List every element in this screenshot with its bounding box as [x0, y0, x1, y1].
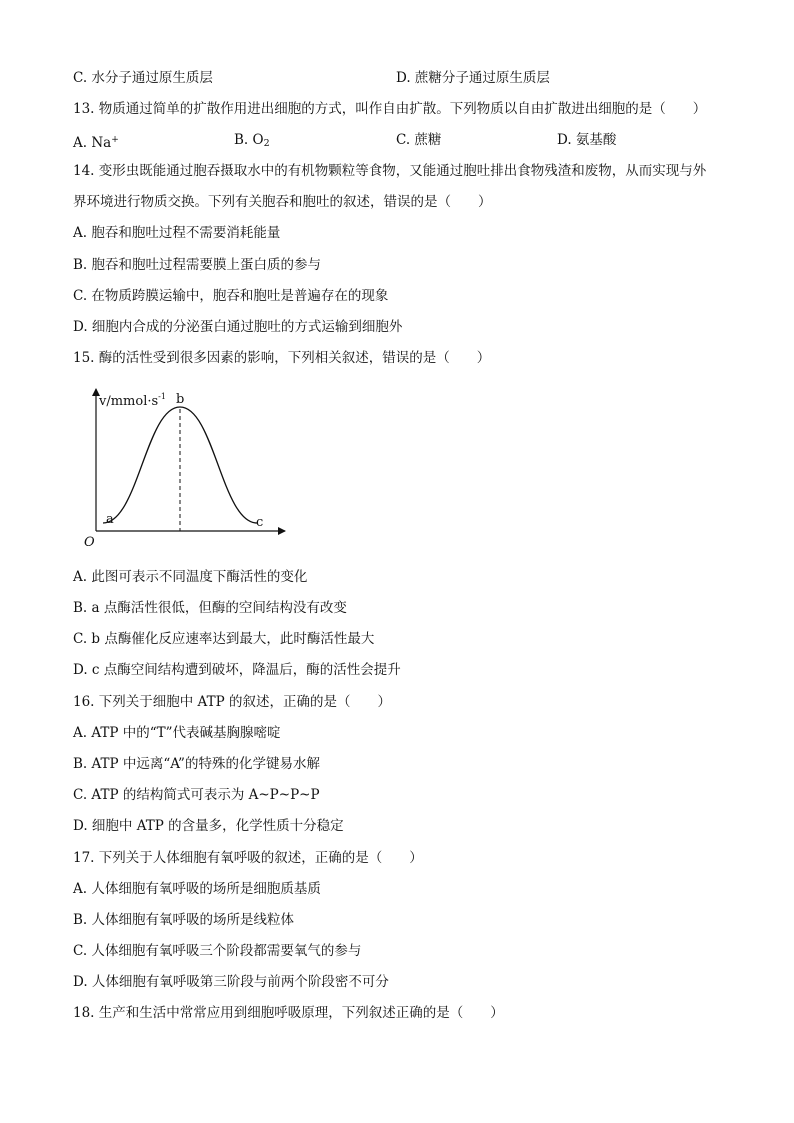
q15-stem: 15. 酶的活性受到很多因素的影响，下列相关叙述，错误的是（ ）	[73, 350, 491, 366]
q13-stem: 13. 物质通过简单的扩散作用进出细胞的方式，叫作自由扩散。下列物质以自由扩散进出细胞的是（ ）	[73, 101, 707, 117]
q14-option-a: A. 胞吞和胞吐过程不需要消耗能量	[73, 225, 281, 241]
enzyme-activity-figure	[80, 385, 290, 550]
q16-option-a: A. ATP 中的“T”代表碱基胸腺嘧啶	[73, 725, 281, 741]
q14-option-c: C. 在物质跨膜运输中，胞吞和胞吐是普遍存在的现象	[73, 288, 389, 304]
origin-label: O	[84, 535, 95, 550]
q13-option-c: C. 蔗糖	[396, 132, 442, 148]
q17-stem: 17. 下列关于人体细胞有氧呼吸的叙述，正确的是（ ）	[73, 850, 423, 866]
q12-option-d: D. 蔗糖分子通过原生质层	[396, 70, 550, 86]
q15-option-c: C. b 点酶催化反应速率达到最大，此时酶活性最大	[73, 631, 375, 647]
q15-option-a: A. 此图可表示不同温度下酶活性的变化	[73, 569, 308, 585]
q16-option-d: D. 细胞中 ATP 的含量多，化学性质十分稳定	[73, 818, 344, 834]
point-b-label: b	[176, 392, 185, 407]
q14-stem-line1: 14. 变形虫既能通过胞吞摄取水中的有机物颗粒等食物，又能通过胞吐排出食物残渣和废物，从而实现与外	[73, 163, 707, 179]
q16-option-b: B. ATP 中远离“A”的特殊的化学键易水解	[73, 756, 320, 772]
q13-option-d: D. 氨基酸	[557, 132, 617, 148]
q13-option-b: B. $O_2$	[234, 132, 270, 149]
q17-option-d: D. 人体细胞有氧呼吸第三阶段与前两个阶段密不可分	[73, 974, 389, 990]
q16-option-c: C. ATP 的结构简式可表示为 A~P~P~P	[73, 787, 320, 803]
q16-stem: 16. 下列关于细胞中 ATP 的叙述，正确的是（ ）	[73, 694, 391, 710]
q17-option-a: A. 人体细胞有氧呼吸的场所是细胞质基质	[73, 881, 321, 897]
q14-option-b: B. 胞吞和胞吐过程需要膜上蛋白质的参与	[73, 257, 322, 273]
q13-option-a: A. Na+	[73, 135, 119, 151]
q12-option-c: C. 水分子通过原生质层	[73, 70, 213, 86]
q17-option-c: C. 人体细胞有氧呼吸三个阶段都需要氧气的参与	[73, 943, 362, 959]
q15-option-b: B. a 点酶活性很低，但酶的空间结构没有改变	[73, 600, 347, 616]
q14-stem-line2: 界环境进行物质交换。下列有关胞吞和胞吐的叙述，错误的是（ ）	[73, 194, 492, 210]
q18-stem: 18. 生产和生活中常常应用到细胞呼吸原理，下列叙述正确的是（ ）	[73, 1005, 504, 1021]
q14-option-d: D. 细胞内合成的分泌蛋白通过胞吐的方式运输到细胞外	[73, 319, 403, 335]
q15-option-d: D. c 点酶空间结构遭到破坏，降温后，酶的活性会提升	[73, 662, 401, 678]
point-c-label: c	[256, 515, 264, 530]
q17-option-b: B. 人体细胞有氧呼吸的场所是线粒体	[73, 912, 295, 928]
point-a-label: a	[106, 512, 114, 527]
y-axis-label: $v/mmol\cdot s^{-1}$	[99, 392, 166, 409]
